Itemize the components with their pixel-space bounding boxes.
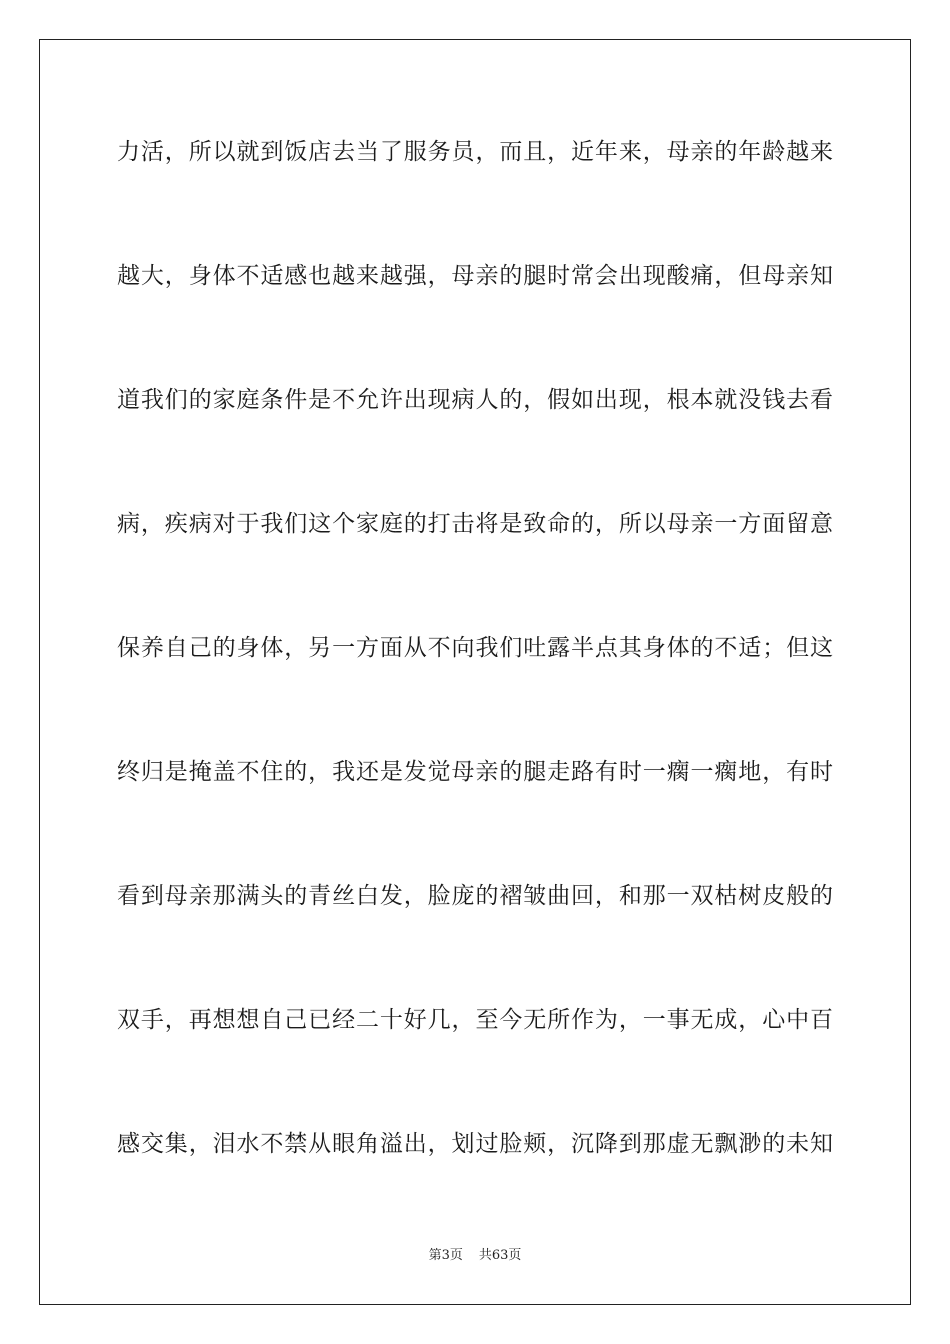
text-line: 感交集，泪水不禁从眼角溢出，划过脸颊，沉降到那虚无飘渺的未知 — [117, 1131, 833, 1157]
text-line: 双手，再想想自己已经二十好几，至今无所作为，一事无成，心中百 — [117, 1007, 833, 1033]
page-number: 第3页 — [428, 1248, 463, 1263]
text-line: 道我们的家庭条件是不允许出现病人的，假如出现，根本就没钱去看 — [117, 387, 833, 413]
text-line: 终归是掩盖不住的，我还是发觉母亲的腿走路有时一瘸一瘸地，有时 — [117, 759, 833, 785]
page-footer — [0, 1247, 950, 1265]
body-text — [117, 131, 833, 1247]
text-line: 保养自己的身体，另一方面从不向我们吐露半点其身体的不适；但这 — [117, 635, 833, 661]
text-line: 越大，身体不适感也越来越强，母亲的腿时常会出现酸痛，但母亲知 — [117, 263, 833, 289]
text-line: 病，疾病对于我们这个家庭的打击将是致命的，所以母亲一方面留意 — [117, 511, 833, 537]
text-line: 力活，所以就到饭店去当了服务员，而且，近年来，母亲的年龄越来 — [117, 139, 833, 165]
text-line: 看到母亲那满头的青丝白发，脸庞的褶皱曲回，和那一双枯树皮般的 — [117, 883, 833, 909]
page-total: 共63页 — [478, 1248, 522, 1263]
